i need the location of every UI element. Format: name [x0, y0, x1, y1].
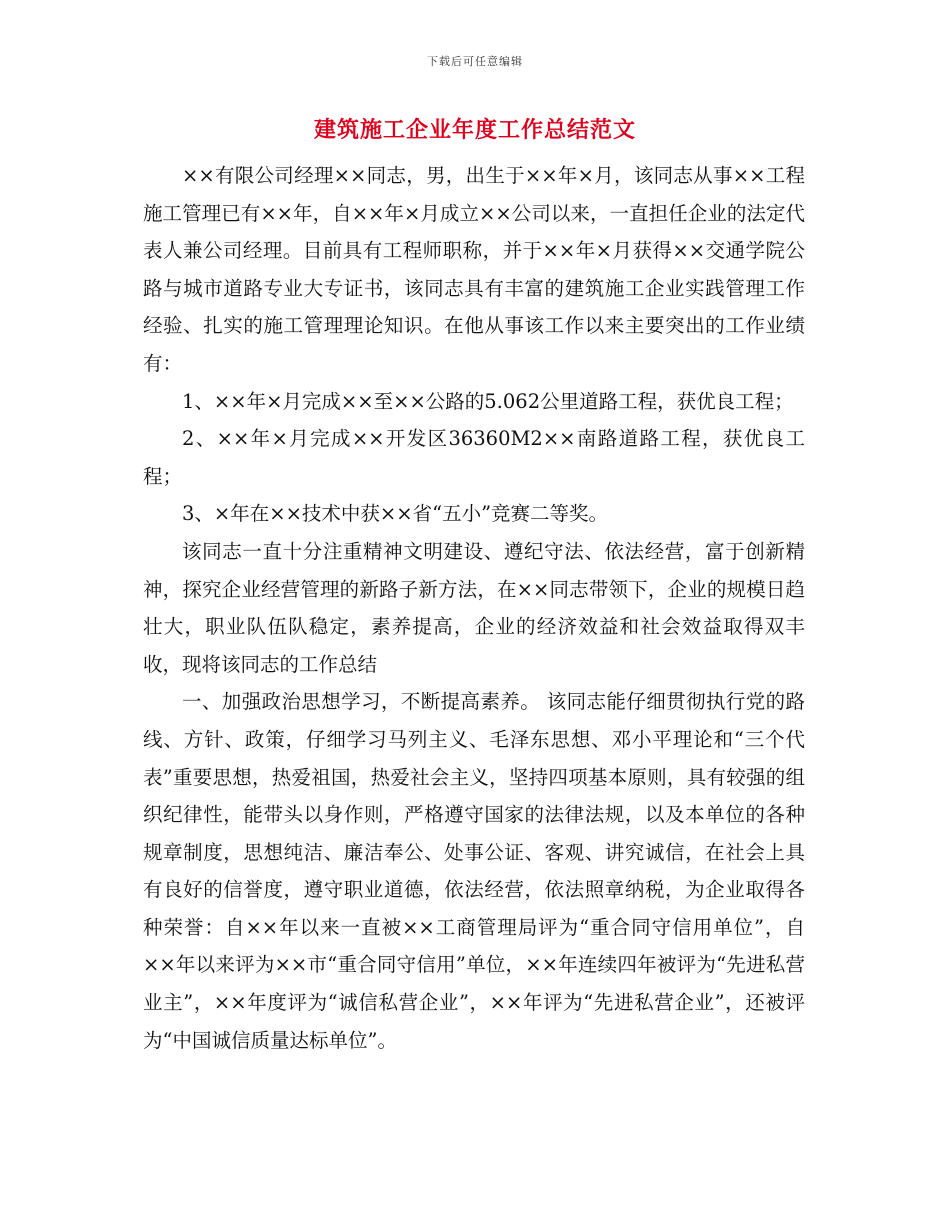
header-note: 下载后可任意编辑	[427, 55, 523, 68]
paragraph-section-1: 一、加强政治思想学习，不断提高素养。 该同志能仔细贯彻执行党的路线、方针、政策，仔细学习马列主义、毛泽东思想、邓小平理论和“三个代表”重要思想，热爱祖国，热爱社会主义，坚持四项基本原则，具有较强的组织纪律性，能带头以身作则，严格遵守国家的法律法规，以及本单位的各种规章制度，思想纯洁、廉洁奉公、处事公证、客观、讲究诚信，在社会上具有良好的信誉度，遵守职业道德，依法经营，依法照章纳税，为企业取得各种荣誉：自××年以来一直被××工商管理局评为“重合同守信用单位”，自××年以来评为××市“重合同守信用”单位，××年连续四年被评为“先进私营业主”，××年度评为“诚信私营企业”，××年评为“先进私营企业”，还被评为“中国诚信质量达标单位”。	[143, 690, 805, 1052]
paragraph-achievement-3: 3、×年在××技术中获××省“五小”竞赛二等奖。	[182, 502, 609, 526]
document-body	[143, 157, 805, 1059]
paragraph-intro: ××有限公司经理××同志，男，出生于××年×月，该同志从事××工程施工管理已有××年，自××年×月成立××公司以来，一直担任企业的法定代表人兼公司经理。目前具有工程师职称，并于××年×月获得××交通学院公路与城市道路专业大专证书，该同志具有丰富的建筑施工企业实践管理工作经验、扎实的施工管理理论知识。在他从事该工作以来主要突出的工作业绩有：	[143, 164, 805, 375]
paragraph-achievement-1: 1、××年×月完成××至××公路的5.062公里道路工程，获优良工程；	[182, 389, 794, 413]
paragraph-achievement-2: 2、××年×月完成××开发区36360M2××南路道路工程，获优良工程；	[143, 427, 805, 488]
paragraph-summary: 该同志一直十分注重精神文明建设、遵纪守法、依法经营，富于创新精神，探究企业经营管理的新路子新方法，在××同志带领下，企业的规模日趋壮大，职业队伍队稳定，素养提高，企业的经济效益和社会效益取得双丰收，现将该同志的工作总结	[143, 539, 805, 676]
document-title: 建筑施工企业年度工作总结范文	[313, 118, 636, 143]
